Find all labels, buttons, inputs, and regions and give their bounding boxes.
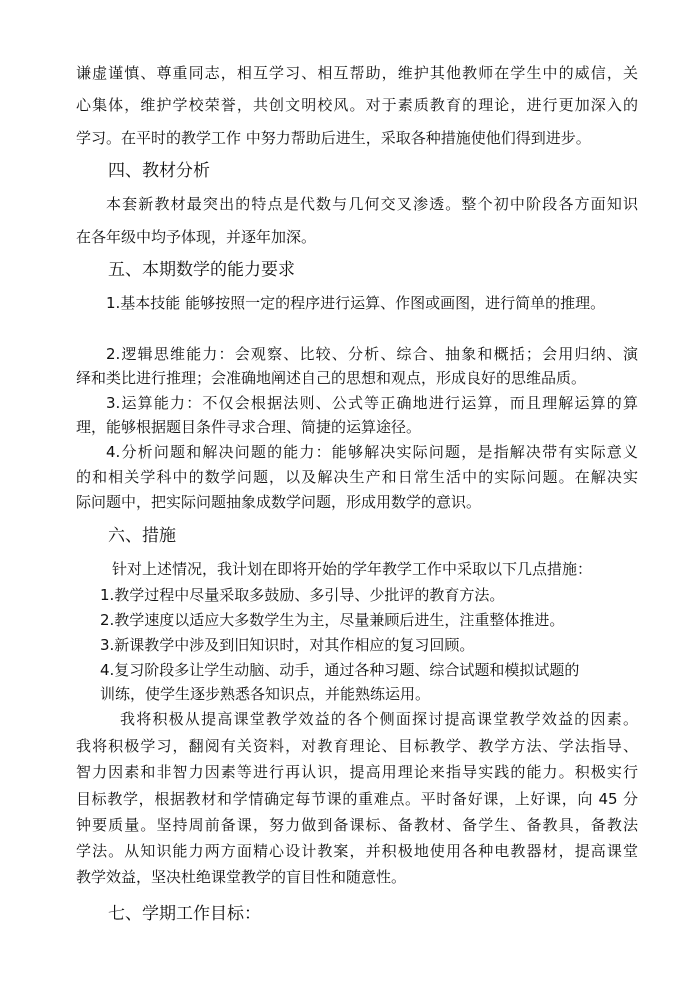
list-item: 2.逻辑思维能力：会观察、比较、分析、综合、抽象和概括；会用归纳、演 (106, 345, 638, 363)
paragraph-line: 学习。在平时的教学工作 中努力帮助后进生，采取各种措施使他们得到进步。 (76, 129, 591, 147)
paragraph-line: 智力因素和非智力因素等进行再认识，提高用理论来指导实践的能力。积极实行 (76, 763, 638, 781)
list-item: 3.运算能力：不仅会根据法则、公式等正确地进行运算，而且理解运算的算 (106, 394, 638, 412)
paragraph-line: 我将积极从提高课堂教学效益的各个侧面探讨提高课堂教学效益的因素。 (120, 710, 638, 728)
list-item: 4.复习阶段多让学生动脑、动手，通过各种习题、综合试题和模拟试题的 (100, 661, 580, 679)
section-heading: 六、措施 (108, 526, 176, 546)
list-item: 训练，使学生逐步熟悉各知识点，并能熟练运用。 (100, 685, 431, 703)
paragraph-line: 钟要质量。坚持周前备课，努力做到备课标、备教材、备学生、备教具，备教法 (76, 816, 638, 834)
list-item: 绎和类比进行推理；会准确地阐述自己的思想和观点，形成良好的思维品质。 (76, 369, 587, 387)
paragraph-line: 针对上述情况，我计划在即将开始的学年教学工作中采取以下几点措施： (112, 560, 593, 578)
list-item: 的和相关学科中的数学问题，以及解决生产和日常生活中的实际问题。在解决实 (76, 468, 638, 486)
list-item: 4.分析问题和解决问题的能力：能够解决实际问题，是指解决带有实际意义 (106, 443, 638, 461)
paragraph-line: 谦虚谨慎、尊重同志，相互学习、相互帮助，维护其他教师在学生中的威信，关 (76, 64, 638, 82)
section-heading: 四、教材分析 (108, 161, 210, 181)
paragraph-line: 学法。从知识能力两方面精心设计教案，并积极地使用各种电教器材，提高课堂 (76, 842, 638, 860)
paragraph-line: 在各年级中均予体现，并逐年加深。 (76, 228, 317, 246)
list-item: 2.教学速度以适应大多数学生为主，尽量兼顾后进生，注重整体推进。 (100, 611, 565, 629)
paragraph-line: 我将积极学习，翻阅有关资料，对教育理论、目标教学、教学方法、学法指导、 (76, 737, 638, 755)
list-item: 际问题中，把实际问题抽象成数学问题，形成用数学的意识。 (76, 493, 482, 511)
paragraph-line: 心集体，维护学校荣誉，共创文明校风。对于素质教育的理论，进行更加深入的 (76, 96, 638, 114)
list-item: 1.教学过程中尽量采取多鼓励、多引导、少批评的教育方法。 (100, 586, 505, 604)
paragraph-line: 教学效益，坚决杜绝课堂教学的盲目性和随意性。 (76, 868, 407, 886)
list-item: 3.新课教学中涉及到旧知识时，对其作相应的复习回顾。 (100, 636, 475, 654)
section-heading: 七、学期工作目标： (108, 904, 261, 924)
paragraph-line: 本套新教材最突出的特点是代数与几何交叉渗透。整个初中阶段各方面知识 (106, 195, 638, 213)
paragraph-line: 目标教学，根据教材和学情确定每节课的重难点。平时备好课，上好课，向 45 分 (76, 790, 638, 808)
list-item: 1.基本技能 能够按照一定的程序进行运算、作图或画图，进行简单的推理。 (106, 294, 606, 312)
list-item: 理，能够根据题目条件寻求合理、简捷的运算途径。 (76, 418, 422, 436)
section-heading: 五、本期数学的能力要求 (108, 260, 295, 280)
